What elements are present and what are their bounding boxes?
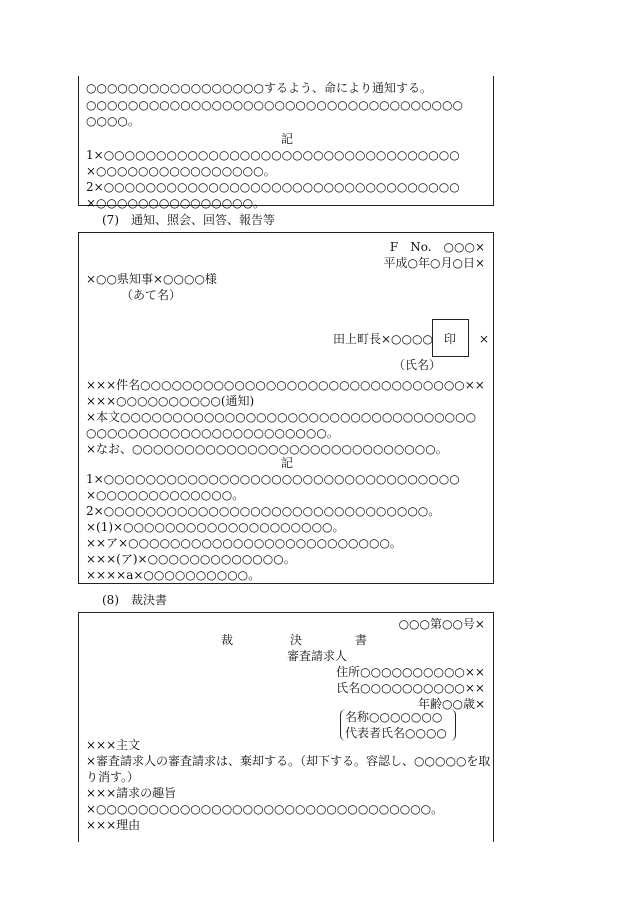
document-number: F No. ○○○×: [389, 240, 485, 254]
sender: 田上町長×○○○○: [333, 332, 433, 346]
text-line: ○○○○○○○○○○○○○○○○○○○○○○○○○○○○○○○○○○○○: [86, 98, 463, 112]
ki-label: 記: [280, 456, 293, 470]
text-line: ○○○○○○○○○○○○○○○○○○○○○○○。: [86, 426, 339, 440]
item-line: ×○○○○○○○○○○○○○。: [86, 488, 245, 502]
text-line: り消す。）: [86, 770, 140, 784]
text-line: ×審査請求人の審査請求は、棄却する。（却下する。容認し、○○○○○を取: [86, 754, 491, 768]
ruling-title-char: 決: [290, 633, 303, 647]
text-line: ×××件名○○○○○○○○○○○○○○○○○○○○○○○○○○○○○○○××: [86, 378, 485, 392]
item-line: ×(1)×○○○○○○○○○○○○○○○○○○○○。: [86, 520, 345, 534]
text-line: ×○○○○○○○○○○○○○○○。: [86, 196, 266, 210]
text-line: ×××理由: [86, 818, 141, 832]
text-line: ×○○○○○○○○○○○○○○○○。: [86, 164, 276, 178]
ki-label: 記: [280, 132, 293, 146]
text-line: 2×○○○○○○○○○○○○○○○○○○○○○○○○○○○○○○○○○○: [86, 180, 460, 194]
ruling-title-char: 書: [355, 633, 368, 647]
requester-age: 年齢○○歳×: [418, 697, 485, 711]
seal-box: [432, 319, 469, 357]
ruling-title-char: 裁: [221, 633, 234, 647]
addressee: ×○○県知事×○○○○様: [86, 272, 217, 286]
text-line: ×××請求の趣旨: [86, 786, 177, 800]
text-line: ×なお、○○○○○○○○○○○○○○○○○○○○○○○○○○○○○。: [86, 442, 448, 456]
requester-address: 住所○○○○○○○○○○××: [336, 665, 485, 679]
item-line: ×××(ア)×○○○○○○○○○○○○○。: [86, 552, 296, 566]
text-line: 1×○○○○○○○○○○○○○○○○○○○○○○○○○○○○○○○○○○: [86, 148, 460, 162]
item-line: 2×○○○○○○○○○○○○○○○○○○○○○○○○○○○○○○○。: [86, 504, 441, 518]
item-line: ××××a×○○○○○○○○○○。: [86, 568, 261, 582]
corporate-name: 名称○○○○○○○: [345, 710, 443, 724]
section-heading-7: (7) 通知、照会、回答、報告等: [102, 213, 275, 227]
item-line: ××ア×○○○○○○○○○○○○○○○○○○○○○○○○○。: [86, 536, 402, 550]
ruling-box: [78, 612, 494, 842]
document-date: 平成○年○月○日×: [383, 256, 485, 270]
text-line: ×××主文: [86, 738, 141, 752]
item-line: 1×○○○○○○○○○○○○○○○○○○○○○○○○○○○○○○○○○○: [86, 472, 460, 486]
sender-note: （氏名）: [393, 358, 442, 372]
section-heading-8: (8) 裁決書: [102, 593, 167, 607]
sender-tail: ×: [479, 332, 490, 346]
text-line: ×××○○○○○○○○○○(通知): [86, 394, 255, 408]
text-line: ×本文○○○○○○○○○○○○○○○○○○○○○○○○○○○○○○○○○○: [86, 410, 477, 424]
representative-name: 代表者氏名○○○○: [345, 726, 447, 740]
text-line: ○○○○○○○○○○○○○○○○○するよう、命により通知する。: [86, 81, 433, 95]
addressee-note: （あて名）: [121, 288, 182, 302]
text-line: ×○○○○○○○○○○○○○○○○○○○○○○○○○○○○○○○○。: [86, 802, 444, 816]
text-line: ○○○○。: [86, 114, 140, 128]
seal-label: 印: [444, 332, 457, 346]
ruling-number: ○○○第○○号×: [398, 617, 485, 631]
notice-continuation-box: [78, 76, 494, 210]
requester-label: 審査請求人: [287, 649, 348, 663]
notice-form-box: [78, 232, 494, 584]
requester-name: 氏名○○○○○○○○○○××: [336, 681, 485, 695]
